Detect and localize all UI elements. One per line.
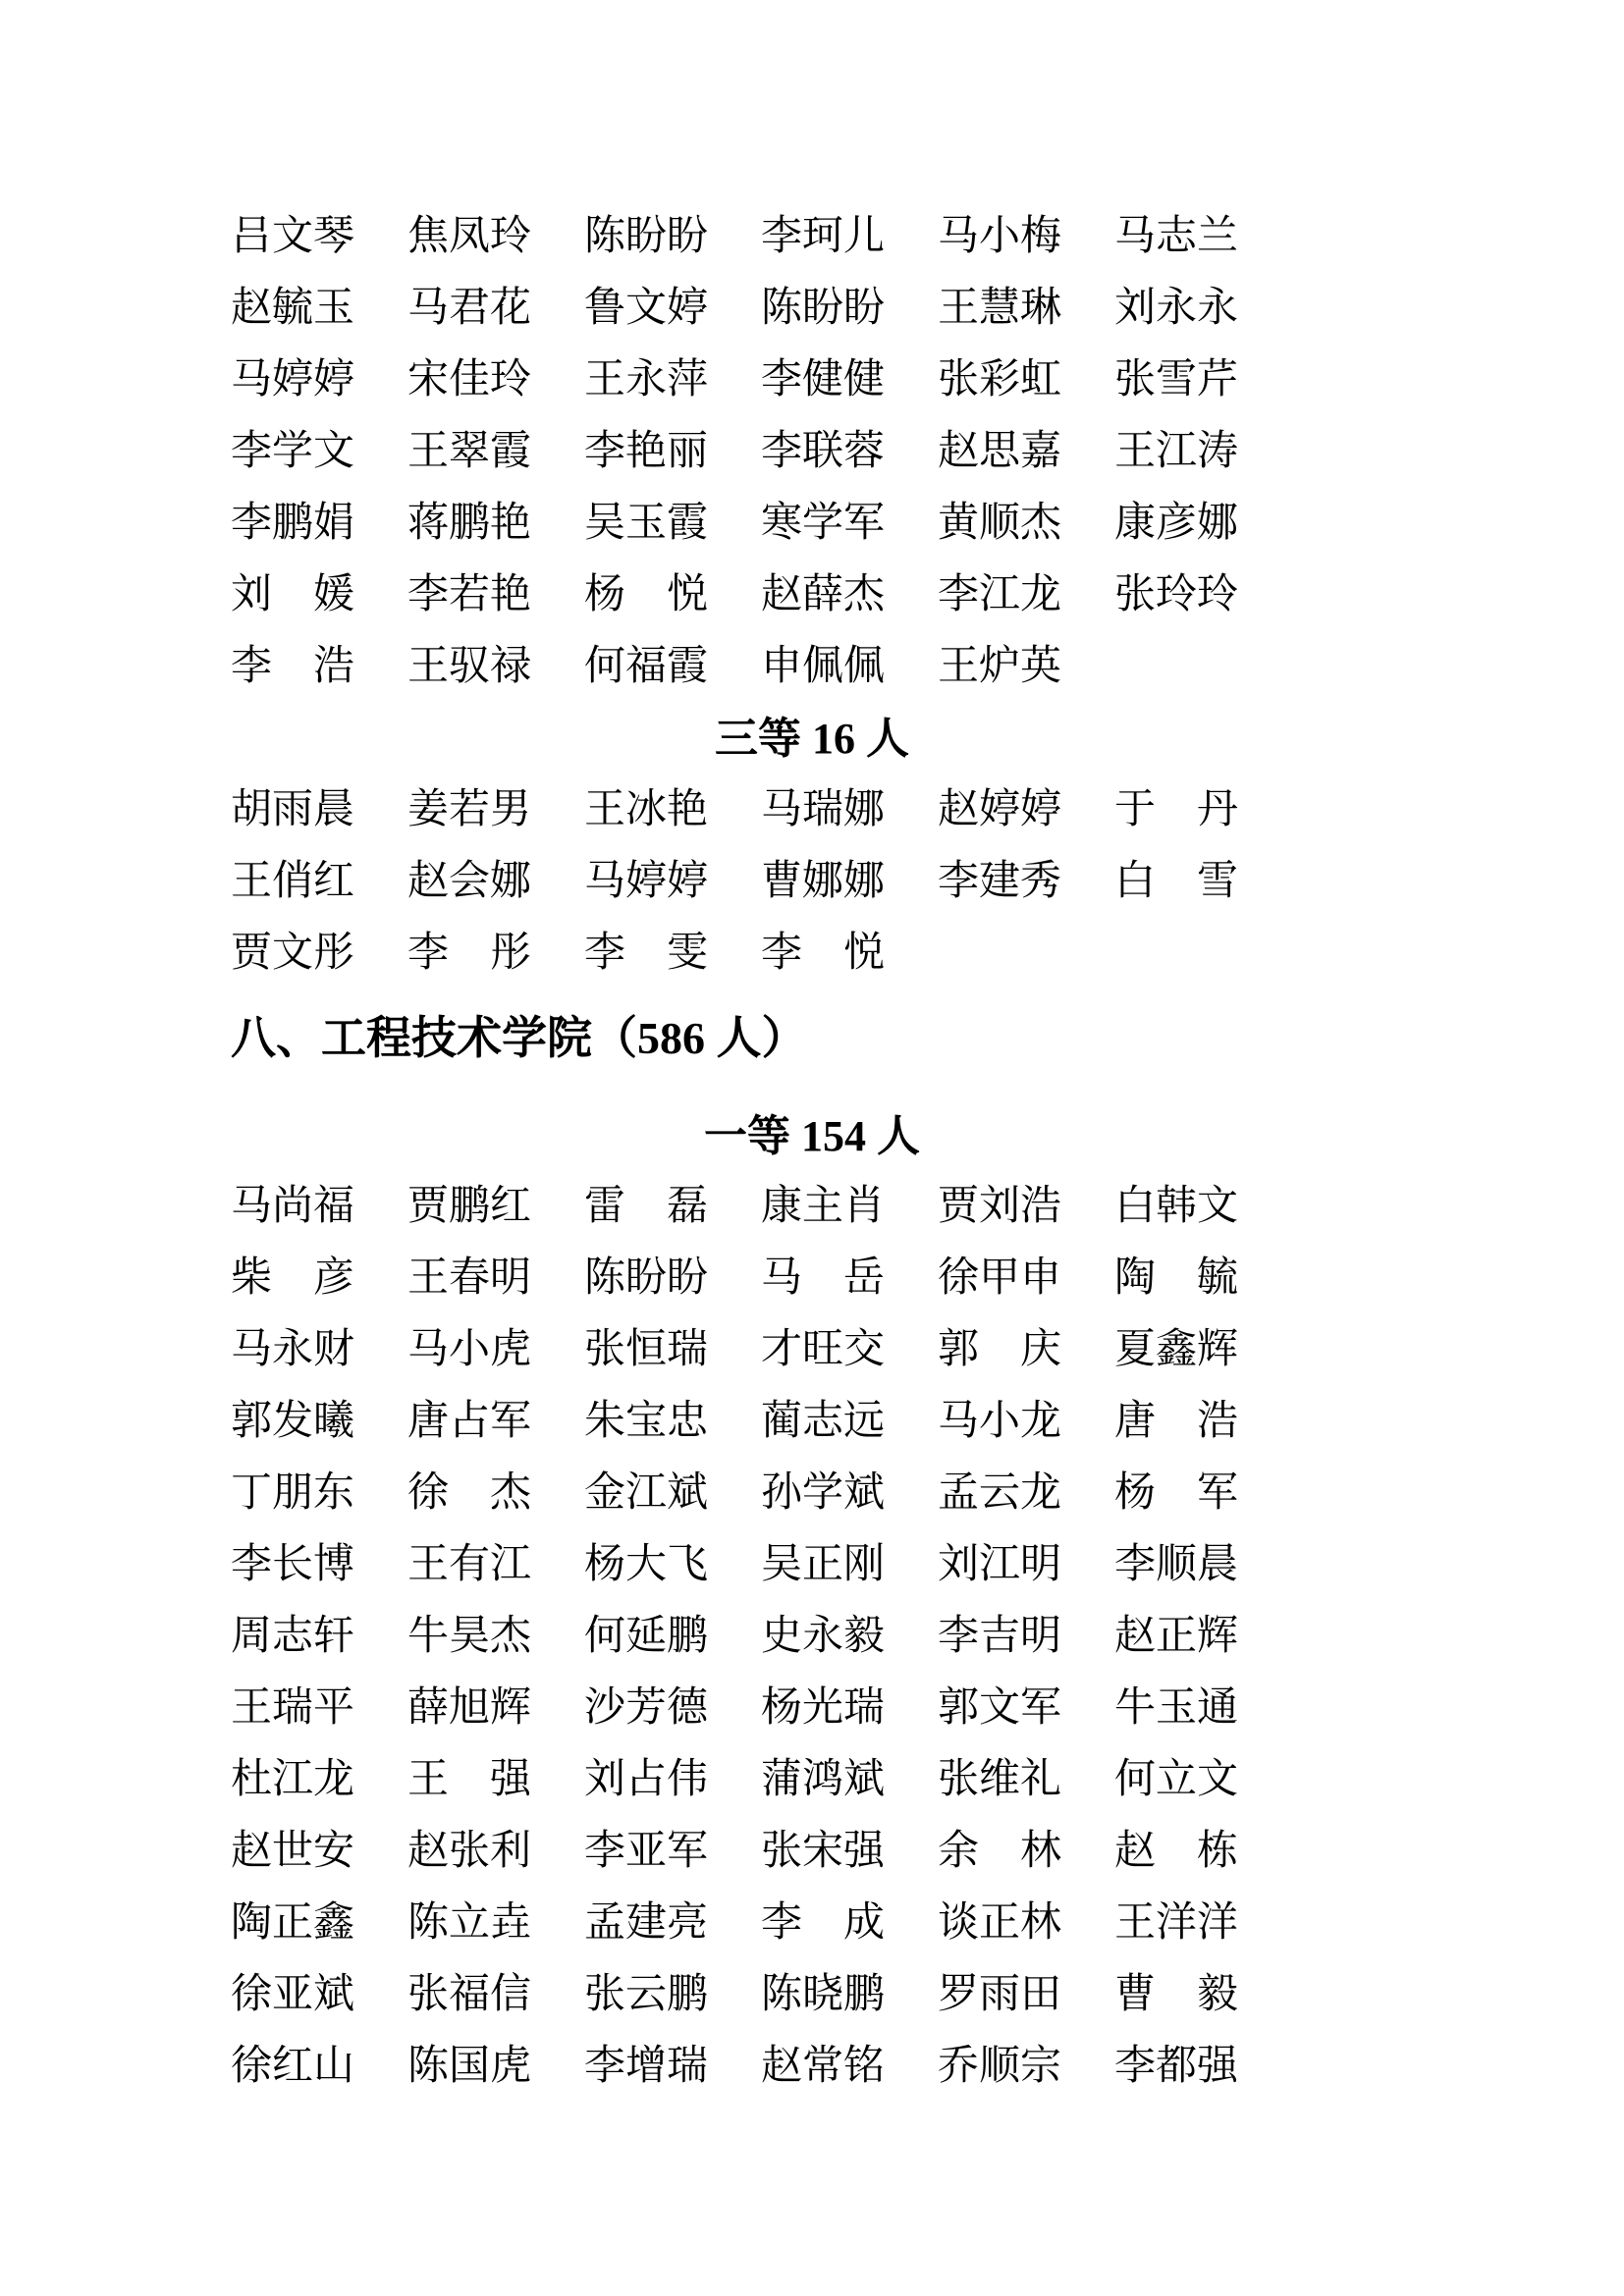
name-cell: 马婷婷 [231, 357, 355, 402]
name-cell: 夏鑫辉 [1114, 1327, 1239, 1372]
name-cell: 李学文 [231, 429, 355, 474]
name-cell: 何立文 [1114, 1757, 1239, 1802]
name-cell: 薛旭辉 [407, 1685, 532, 1731]
name-cell: 张福信 [407, 1972, 532, 2017]
name-cell: 徐 杰 [407, 1470, 532, 1516]
name-cell: 郭 庆 [938, 1327, 1062, 1372]
name-cell: 郭发曦 [231, 1399, 355, 1444]
name-cell: 杨光瑞 [761, 1685, 886, 1731]
name-cell: 康主肖 [761, 1184, 886, 1229]
name-cell: 马婷婷 [584, 859, 709, 904]
heading-third-class: 三等 16 人 [715, 715, 909, 763]
name-row [231, 1744, 1624, 1816]
name-cell: 刘占伟 [584, 1757, 709, 1802]
name-cell: 李 浩 [231, 644, 355, 689]
name-cell: 马君花 [407, 286, 532, 331]
name-cell: 申佩佩 [761, 644, 886, 689]
name-cell: 赵毓玉 [231, 286, 355, 331]
name-cell: 陶 毓 [1114, 1255, 1239, 1301]
name-cell: 王 强 [407, 1757, 532, 1802]
name-cell: 赵婷婷 [938, 787, 1062, 832]
name-cell: 赵会娜 [407, 859, 532, 904]
heading-first-class: 一等 154 人 [704, 1112, 920, 1160]
name-cell: 蔺志远 [761, 1399, 886, 1444]
name-cell: 马永财 [231, 1327, 355, 1372]
name-cell: 罗雨田 [938, 1972, 1062, 2017]
name-cell: 沙芳德 [584, 1685, 709, 1731]
name-cell: 黄顺杰 [938, 501, 1062, 546]
name-cell: 李都强 [1114, 2044, 1239, 2089]
name-cell: 孟云龙 [938, 1470, 1062, 1516]
name-cell: 刘 媛 [231, 572, 355, 617]
name-cell: 赵薛杰 [761, 572, 886, 617]
name-cell: 赵世安 [231, 1829, 355, 1874]
name-cell: 胡雨晨 [231, 787, 355, 832]
names-group-second-class [0, 201, 1624, 703]
name-cell: 郭文军 [938, 1685, 1062, 1731]
name-cell: 赵张利 [407, 1829, 532, 1874]
name-cell: 白 雪 [1114, 859, 1239, 904]
name-cell: 金江斌 [584, 1470, 709, 1516]
name-row [231, 201, 1624, 273]
heading-college-section: 八、工程技术学院（586 人） [231, 1013, 807, 1063]
name-cell: 张宋强 [761, 1829, 886, 1874]
name-cell: 姜若男 [407, 787, 532, 832]
name-row [231, 1458, 1624, 1529]
name-row [231, 1816, 1624, 1888]
name-cell: 寒学军 [761, 501, 886, 546]
name-cell: 马瑞娜 [761, 787, 886, 832]
name-cell: 张云鹏 [584, 1972, 709, 2017]
name-cell: 才旺交 [761, 1327, 886, 1372]
name-cell: 唐 浩 [1114, 1399, 1239, 1444]
name-cell: 赵思嘉 [938, 429, 1062, 474]
name-cell: 王驭禄 [407, 644, 532, 689]
name-cell: 康彦娜 [1114, 501, 1239, 546]
name-cell: 马志兰 [1114, 214, 1239, 259]
name-row [231, 1959, 1624, 2031]
name-cell: 李珂儿 [761, 214, 886, 259]
name-cell: 张维礼 [938, 1757, 1062, 1802]
name-cell: 张雪芹 [1114, 357, 1239, 402]
name-cell: 李长博 [231, 1542, 355, 1587]
name-cell: 李若艳 [407, 572, 532, 617]
name-cell: 王冰艳 [584, 787, 709, 832]
name-cell: 王俏红 [231, 859, 355, 904]
name-row [231, 774, 1624, 846]
name-cell: 贾文彤 [231, 931, 355, 976]
name-cell: 鲁文婷 [584, 286, 709, 331]
name-row [231, 1601, 1624, 1673]
name-cell: 马小龙 [938, 1399, 1062, 1444]
name-cell: 张恒瑞 [584, 1327, 709, 1372]
name-cell: 马小虎 [407, 1327, 532, 1372]
name-cell: 赵正辉 [1114, 1614, 1239, 1659]
name-row [231, 416, 1624, 488]
name-cell: 吴玉霞 [584, 501, 709, 546]
name-cell: 于 丹 [1114, 787, 1239, 832]
name-cell: 李健健 [761, 357, 886, 402]
name-cell: 李鹏娟 [231, 501, 355, 546]
name-cell: 徐亚斌 [231, 1972, 355, 2017]
name-cell: 陈盼盼 [584, 1255, 709, 1301]
name-cell: 孟建亮 [584, 1900, 709, 1946]
name-row [231, 1314, 1624, 1386]
name-cell: 徐甲申 [938, 1255, 1062, 1301]
name-cell: 蒲鸿斌 [761, 1757, 886, 1802]
name-cell: 唐占军 [407, 1399, 532, 1444]
names-group-third-class [0, 774, 1624, 989]
name-cell: 吴正刚 [761, 1542, 886, 1587]
name-cell: 乔顺宗 [938, 2044, 1062, 2089]
name-cell: 陈立垚 [407, 1900, 532, 1946]
name-cell: 焦凤玲 [407, 214, 532, 259]
name-row [231, 846, 1624, 918]
name-cell: 王有江 [407, 1542, 532, 1587]
name-cell: 贾刘浩 [938, 1184, 1062, 1229]
name-cell: 李亚军 [584, 1829, 709, 1874]
name-cell: 陈盼盼 [584, 214, 709, 259]
name-cell: 王炉英 [938, 644, 1062, 689]
name-cell: 马 岳 [761, 1255, 886, 1301]
name-cell: 陈晓鹏 [761, 1972, 886, 2017]
name-cell: 王翠霞 [407, 429, 532, 474]
name-cell: 杜江龙 [231, 1757, 355, 1802]
name-cell: 谈正林 [938, 1900, 1062, 1946]
name-cell: 牛玉通 [1114, 1685, 1239, 1731]
name-row [231, 345, 1624, 416]
name-cell: 贾鹏红 [407, 1184, 532, 1229]
name-cell: 柴 彦 [231, 1255, 355, 1301]
name-row [231, 1386, 1624, 1458]
name-row [231, 631, 1624, 703]
name-cell: 王洋洋 [1114, 1900, 1239, 1946]
name-cell: 何延鹏 [584, 1614, 709, 1659]
name-row [231, 2031, 1624, 2103]
name-cell: 王瑞平 [231, 1685, 355, 1731]
name-cell: 吕文琴 [231, 214, 355, 259]
name-cell: 陈盼盼 [761, 286, 886, 331]
name-cell: 王永萍 [584, 357, 709, 402]
name-cell: 雷 磊 [584, 1184, 709, 1229]
name-cell: 刘永永 [1114, 286, 1239, 331]
name-cell: 李江龙 [938, 572, 1062, 617]
name-cell: 马小梅 [938, 214, 1062, 259]
name-cell: 李建秀 [938, 859, 1062, 904]
name-cell: 丁朋东 [231, 1470, 355, 1516]
name-cell: 蒋鹏艳 [407, 501, 532, 546]
name-cell: 孙学斌 [761, 1470, 886, 1516]
name-cell: 杨 悦 [584, 572, 709, 617]
name-cell: 李 彤 [407, 931, 532, 976]
name-cell: 徐红山 [231, 2044, 355, 2089]
name-cell: 宋佳玲 [407, 357, 532, 402]
name-cell: 王江涛 [1114, 429, 1239, 474]
name-cell: 赵 栋 [1114, 1829, 1239, 1874]
name-row [231, 273, 1624, 345]
name-cell: 王慧琳 [938, 286, 1062, 331]
name-cell: 朱宝忠 [584, 1399, 709, 1444]
name-cell: 曹 毅 [1114, 1972, 1239, 2017]
name-row [231, 1529, 1624, 1601]
name-cell: 陶正鑫 [231, 1900, 355, 1946]
name-row [231, 1243, 1624, 1314]
names-group-first-class [0, 1171, 1624, 2103]
name-cell: 赵常铭 [761, 2044, 886, 2089]
name-cell: 李 雯 [584, 931, 709, 976]
name-cell: 李 悦 [761, 931, 886, 976]
name-cell: 曹娜娜 [761, 859, 886, 904]
name-cell: 史永毅 [761, 1614, 886, 1659]
name-cell: 李 成 [761, 1900, 886, 1946]
name-cell: 杨 军 [1114, 1470, 1239, 1516]
name-cell: 马尚福 [231, 1184, 355, 1229]
name-cell: 李艳丽 [584, 429, 709, 474]
name-row [231, 1673, 1624, 1744]
name-cell: 李吉明 [938, 1614, 1062, 1659]
name-cell: 白韩文 [1114, 1184, 1239, 1229]
name-row [231, 560, 1624, 631]
name-row [231, 1171, 1624, 1243]
name-cell: 张彩虹 [938, 357, 1062, 402]
name-cell: 李联蓉 [761, 429, 886, 474]
name-cell: 杨大飞 [584, 1542, 709, 1587]
name-cell: 何福霞 [584, 644, 709, 689]
name-cell: 王春明 [407, 1255, 532, 1301]
name-cell: 李顺晨 [1114, 1542, 1239, 1587]
name-cell: 张玲玲 [1114, 572, 1239, 617]
name-cell: 周志轩 [231, 1614, 355, 1659]
name-cell: 李增瑞 [584, 2044, 709, 2089]
name-cell: 牛昊杰 [407, 1614, 532, 1659]
name-row [231, 488, 1624, 560]
name-cell: 陈国虎 [407, 2044, 532, 2089]
name-row [231, 918, 1624, 989]
name-cell: 余 林 [938, 1829, 1062, 1874]
name-cell: 刘江明 [938, 1542, 1062, 1587]
name-row [231, 1888, 1624, 1959]
